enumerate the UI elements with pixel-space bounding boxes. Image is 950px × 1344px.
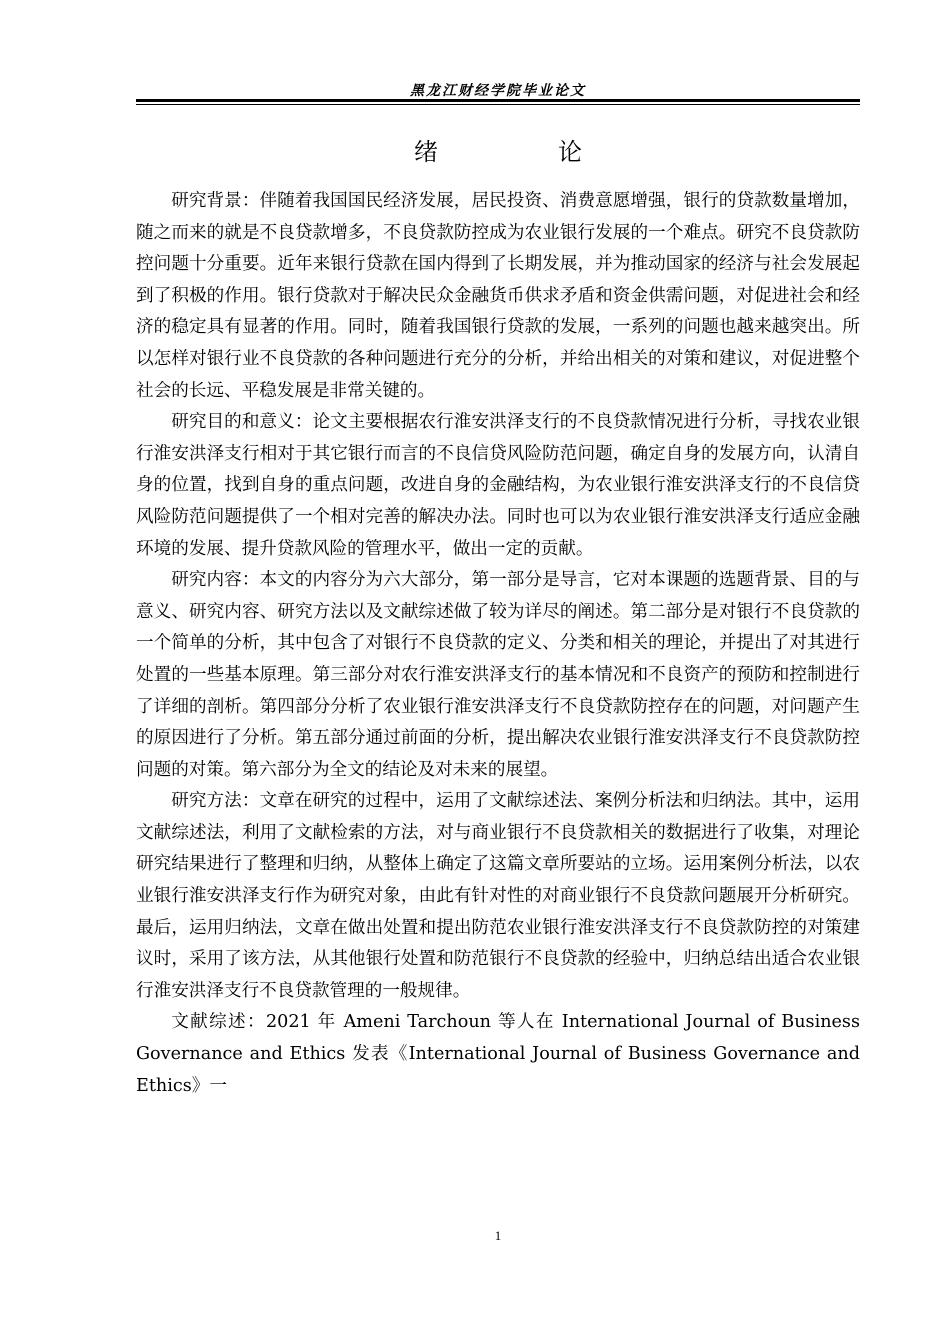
header-rule-thick (136, 99, 860, 102)
header-rule-thin (136, 104, 860, 105)
paragraph-literature-review: 文献综述：2021 年 Ameni Tarchoun 等人在 International Journal of Business Governance and Ethics 发表《International Journal of Business Governance and Ethics》一 (136, 1012, 860, 1096)
chapter-title: 绪 论 (414, 138, 630, 166)
page-number: 1 (494, 1228, 502, 1243)
running-header: 黑龙江财经学院毕业论文 (410, 83, 586, 99)
body-text (136, 186, 860, 1102)
paragraph-research-methods: 研究方法：文章在研究的过程中，运用了文献综述法、案例分析法和归纳法。其中，运用文献综述法，利用了文献检索的方法，对与商业银行不良贷款相关的数据进行了收集，对理论研究结果进行了整理和归纳，从整体上确定了这篇文章所要站的立场。运用案例分析法，以农业银行淮安洪泽支行作为研究对象，由此有针对性的对商业银行不良贷款问题展开分析研究。最后，运用归纳法，文章在做出处置和提出防范农业银行淮安洪泽支行不良贷款防控的对策建议时，采用了该方法，从其他银行处置和防范银行不良贷款的经验中，归纳总结出适合农业银行淮安洪泽支行不良贷款管理的一般规律。 (136, 791, 860, 1001)
paragraph-research-content: 研究内容：本文的内容分为六大部分，第一部分是导言，它对本课题的选题背景、目的与意义、研究内容、研究方法以及文献综述做了较为详尽的阐述。第二部分是对银行不良贷款的一个简单的分析，其中包含了对银行不良贷款的定义、分类和相关的理论，并提出了对其进行处置的一些基本原理。第三部分对农行淮安洪泽支行的基本情况和不良资产的预防和控制进行了详细的剖析。第四部分分析了农业银行淮安洪泽支行不良贷款防控存在的问题，对问题产生的原因进行了分析。第五部分通过前面的分析，提出解决农业银行淮安洪泽支行不良贷款防控问题的对策。第六部分为全文的结论及对未来的展望。 (136, 570, 860, 780)
paragraph-research-background: 研究背景：伴随着我国国民经济发展，居民投资、消费意愿增强，银行的贷款数量增加，随之而来的就是不良贷款增多，不良贷款防控成为农业银行发展的一个难点。研究不良贷款防控问题十分重要。近年来银行贷款在国内得到了长期发展，并为推动国家的经济与社会发展起到了积极的作用。银行贷款对于解决民众金融货币供求矛盾和资金供需问题，对促进社会和经济的稳定具有显著的作用。同时，随着我国银行贷款的发展，一系列的问题也越来越突出。所以怎样对银行业不良贷款的各种问题进行充分的分析，并给出相关的对策和建议，对促进整个社会的长远、平稳发展是非常关键的。 (136, 191, 860, 401)
paragraph-research-purpose: 研究目的和意义：论文主要根据农行淮安洪泽支行的不良贷款情况进行分析，寻找农业银行淮安洪泽支行相对于其它银行而言的不良信贷风险防范问题，确定自身的发展方向，认清自身的位置，找到自身的重点问题，改进自身的金融结构，为农业银行淮安洪泽支行的不良信贷风险防范问题提供了一个相对完善的解决办法。同时也可以为农业银行淮安洪泽支行适应金融环境的发展、提升贷款风险的管理水平，做出一定的贡献。 (136, 412, 860, 559)
